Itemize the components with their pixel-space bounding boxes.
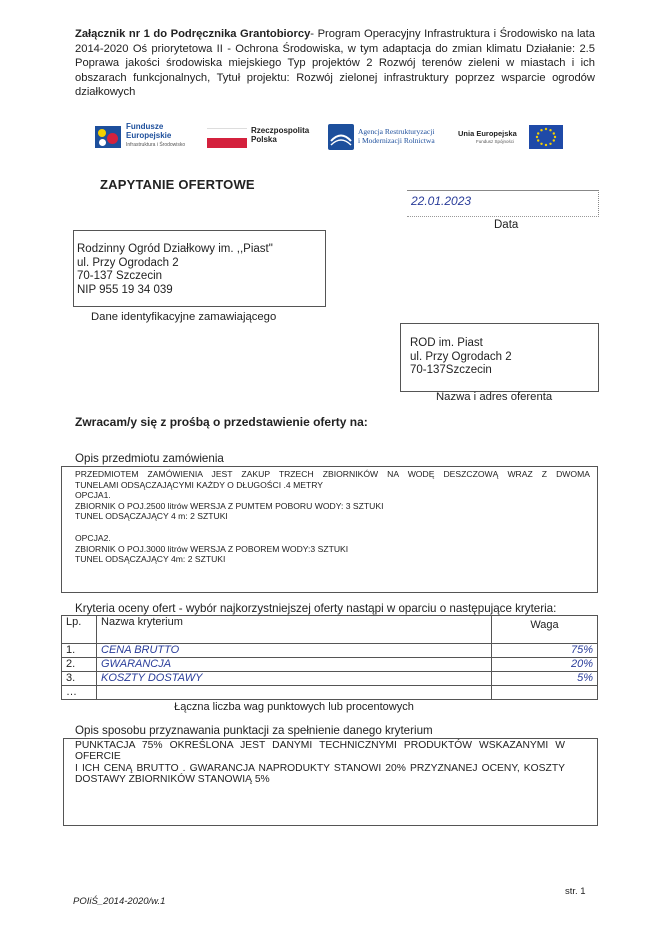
row-weight: 20% — [492, 658, 598, 672]
row-lp: 1. — [62, 644, 97, 658]
row-lp: 3. — [62, 672, 97, 686]
criteria-label: Kryteria oceny ofert - wybór najkorzystniejszej oferty nastąpi w oparciu o następujące kryteria: — [75, 602, 557, 615]
criteria-row — [62, 658, 598, 672]
buyer-city: 70-137 Szczecin — [77, 270, 163, 283]
unia-europejska-logo — [458, 120, 568, 154]
subject-text — [75, 469, 590, 565]
fundusze-europejskie-logo — [95, 120, 205, 154]
criteria-row — [62, 672, 598, 686]
option-1-title: OPCJA1. — [75, 490, 111, 501]
date-label: Data — [494, 219, 519, 231]
arimr-title: Agencja Restrukturyzacji i Modernizacji Rolnictwa — [358, 127, 435, 145]
rzeczpospolita-logo — [207, 120, 317, 154]
criteria-header-row — [62, 616, 598, 644]
row-weight: 75% — [492, 644, 598, 658]
arimr-emblem-icon — [328, 124, 354, 150]
criteria-row — [62, 644, 598, 658]
fe-title: Fundusze Europejskie — [126, 122, 172, 140]
offeror-name: ROD im. Piast — [410, 337, 483, 349]
offeror-street: ul. Przy Ogrodach 2 — [410, 350, 512, 363]
subject-line-2: TUNELAMI ODSĄCZAJĄCYMI KAŻDY O DŁUGOŚCI .4 METRY — [75, 479, 323, 490]
row-lp: 2. — [62, 658, 97, 672]
polish-flag-icon — [207, 128, 247, 148]
row-lp: … — [62, 686, 97, 700]
offeror-details — [410, 337, 512, 378]
criteria-table — [61, 615, 598, 714]
buyer-details — [77, 243, 273, 297]
method-label: Opis sposobu przyznawania punktacji za spełnienie danego kryterium — [75, 724, 433, 737]
option-2-line-1: ZBIORNIK O POJ.3000 litrów WERSJA Z POBOREM WODY:3 SZTUKI — [75, 543, 349, 554]
method-line-3: DOSTAWY ZBIORNIKÓW STANOWIĄ 5% — [75, 774, 270, 786]
criteria-total-row — [62, 700, 598, 715]
buyer-nip: NIP 955 19 34 039 — [77, 283, 173, 296]
logo-strip — [95, 120, 575, 154]
method-line-1: PUNKTACJA 75% OKREŚLONA JEST DANYMI TECHNICZNYMI PRODUKTÓW WSKAZANYMI W OFERCIE — [75, 740, 565, 763]
rp-title: Rzeczpospolita Polska — [251, 126, 310, 144]
arimr-logo — [328, 120, 458, 154]
header-rest: - Program Operacyjny Infrastruktura i Środowisko na lata 2014-2020 Oś priorytetowa II - Ochrona Środowiska, w tym adaptacja do zmian klimatu Działanie: 2.5 Poprawa jakości środowiska miejskiego Typ projektów 2 Rozwój terenów zieleni w miastach i ich obszarach funkcjonalnych, Tytuł projektu: Rozwój zielonej infrastruktury poprzez wsparcie ogrodów działkowych — [75, 28, 595, 99]
offeror-label: Nazwa i adres oferenta — [436, 391, 553, 403]
buyer-label: Dane identyfikacyjne zamawiającego — [91, 311, 277, 323]
row-name — [97, 686, 492, 700]
row-name: KOSZTY DOSTAWY — [97, 672, 492, 686]
buyer-name: Rodzinny Ogród Działkowy im. ,,Piast" — [77, 243, 273, 255]
document-title: ZAPYTANIE OFERTOWE — [100, 177, 255, 192]
fe-flag-icon — [95, 126, 121, 148]
option-2-title: OPCJA2. — [75, 532, 111, 543]
offeror-city: 70-137Szczecin — [410, 364, 492, 377]
request-heading: Zwracam/y się z prośbą o przedstawienie oferty na: — [75, 415, 368, 429]
criteria-total-label: Łączna liczba wag punktowych lub procentowych — [174, 701, 414, 713]
row-weight — [492, 686, 598, 700]
ue-title: Unia Europejska — [458, 129, 517, 138]
eu-flag-icon — [529, 125, 563, 149]
header-bold-lead: Załącznik nr 1 do Podręcznika Grantobiorcy — [75, 28, 311, 40]
subject-line-1: PRZEDMIOTEM ZAMÓWIENIA JEST ZAKUP TRZECH ZBIORNIKÓW NA WODĘ DESZCZOWĄ WRAZ Z DWOMA — [75, 469, 590, 479]
header-name: Nazwa kryterium — [97, 616, 492, 644]
date-value: 22.01.2023 — [411, 194, 472, 208]
subject-label: Opis przedmiotu zamówienia — [75, 452, 224, 465]
option-1-line-2: TUNEL ODSĄCZAJĄCY 4 m: 2 SZTUKI — [75, 511, 228, 522]
ue-subtitle: Fundusz Spójności — [476, 139, 515, 144]
fe-subtitle: Infrastruktura i Środowisko — [126, 142, 186, 148]
buyer-street: ul. Przy Ogrodach 2 — [77, 256, 179, 269]
option-1-line-1: ZBIORNIK O POJ.2500 litrów WERSJA Z PUMTEM POBORU WODY: 3 SZTUKI — [75, 500, 384, 511]
header-paragraph — [75, 27, 595, 100]
header-weight: Waga — [492, 616, 598, 644]
row-weight: 5% — [492, 672, 598, 686]
footer-code: POIiŚ_2014-2020/w.1 — [73, 896, 166, 907]
method-text — [75, 740, 565, 786]
criteria-row — [62, 686, 598, 700]
page-number: str. 1 — [565, 886, 586, 897]
header-lp: Lp. — [62, 616, 97, 644]
method-line-2: I ICH CENĄ BRUTTO . GWARANCJA NAPRODUKTY STANOWI 20% PRZYZNANEJ OCENY, KOSZTY — [75, 762, 565, 774]
option-2-line-2: TUNEL ODSĄCZAJĄCY 4m: 2 SZTUKI — [75, 554, 226, 565]
row-name: GWARANCJA — [97, 658, 492, 672]
row-name: CENA BRUTTO — [97, 644, 492, 658]
